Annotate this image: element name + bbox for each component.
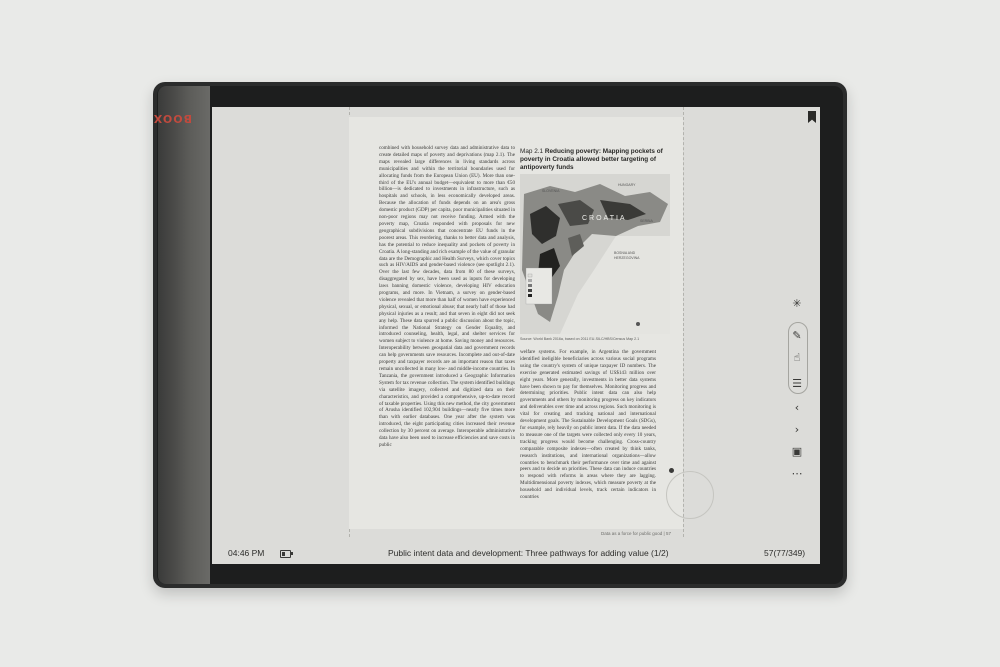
navigation-ball[interactable] — [666, 471, 714, 519]
chapter-title[interactable]: Public intent data and development: Three pathways for adding value (1/2) — [388, 548, 669, 558]
bookmark-icon[interactable] — [808, 111, 816, 123]
hand-icon[interactable]: ☝ — [793, 350, 801, 364]
right-text-column: welfare systems. For example, in Argentina the government identified ineligible beneficiaries across various social programs using the country's system of unique taxpayer ID numbers. The exercise generated estimated savings of US$143 million over eight years. More generally, investments in better data systems have been shown to pay for themselves. Monitoring progress and determining priorities. Public intent data can also help governments and others by monitoring progress on key indicators and deliverables over time and across regions. Such monitoring is vital for creating and tracking national and international development goals. The Sustainable Development Goals (SDGs), for example, rely heavily on public intent data. If the data needed to measure one of the targets were collected only every 10 years, tracking progress would become challenging. Cross-country comparable composite indexes—often created by think tanks, research institutions, and international organizations—allow countries to benchmark their performance over time and against peers and to decide on priorities. These data can induce countries to respond with reforms in areas where they are lagging. Multidimensional poverty indexes, which measure poverty at the household and individual levels, track certain indicators in countries — [520, 349, 656, 501]
screen-icon[interactable]: ▣ — [791, 444, 803, 458]
spin-icon[interactable]: ✳ — [792, 296, 802, 310]
more-icon[interactable]: ⋯ — [791, 466, 803, 480]
book-page[interactable] — [349, 117, 683, 536]
previous-icon[interactable]: ‹ — [794, 400, 800, 414]
e-ink-screen — [212, 107, 820, 564]
clock: 04:46 PM — [228, 548, 265, 558]
battery-icon — [280, 550, 291, 558]
brand-logo: BOOX — [152, 112, 192, 125]
svg-text:HERZEGOVINA: HERZEGOVINA — [614, 256, 640, 260]
svg-text:HUNGARY: HUNGARY — [618, 183, 636, 187]
svg-text:SLOVENIA: SLOVENIA — [542, 189, 560, 193]
map-number: Map 2.1 — [520, 148, 544, 155]
device-grip — [152, 86, 210, 584]
pen-icon[interactable]: ✎ — [792, 328, 802, 342]
page-counter[interactable]: 57(77/349) — [764, 548, 806, 558]
svg-text:CROATIA: CROATIA — [582, 215, 627, 222]
map-title — [520, 148, 680, 172]
page-footer: Data as a force for public good | 57 — [601, 531, 671, 536]
croatia-poverty-map — [520, 174, 670, 334]
next-icon[interactable]: › — [794, 422, 800, 436]
menu-icon[interactable]: ☰ — [792, 376, 802, 390]
map-title-text: Reducing poverty: Mapping pockets of poverty in Croatia allowed better targeting of antipoverty funds — [520, 148, 663, 171]
map-image — [520, 174, 670, 334]
left-text-column: combined with household survey data and administrative data to create detailed maps of poverty and deprivations (map 2.1). The maps revealed large differences in living standards across municipalities and within the territorial boundaries used for allocating funds from the European Union (EU). More than one-third of the EU's annual budget—equivalent to more than €50 billion—is dedicated to investments in infrastructure, such as hospitals and schools, in less economically developed areas. Because the allocation of funds depends on an area's gross domestic product (GDP) per capita, poor municipalities situated in non-poor regions may not receive funding. Armed with the poverty map, Croatia responded with proposals for new geographical subdivisions that concentrate EU funds in the poorest areas. This reordering, thanks to better data and analysis, has the potential to reduce inequality and pockets of poverty in Croatia. A long-standing and rich example of the value of granular data are the Demographic and Health Surveys, which cover topics such as HIV/AIDS and gender-based violence (see spotlight 2.1). Over the last few decades, data from 80 of these surveys, disaggregated by sex, have been used as inputs for developing laws banning domestic violence, developing HIV education programs, and more. In Vietnam, a survey on gender-based violence revealed that more than half of women have experienced physical, sexual, or emotional abuse; that nearly half of those had physical injuries as a result; and that seven in eight did not seek any help. These data spurred a public discussion about the topic, informed the National Strategy on Gender Equality, and introduced counseling, health, legal, and shelter services for women subject to violence at home. Saving money and resources. Interoperability between geospatial data and government records can help governments save resources. Incomplete and out-of-date property and taxpayer records are an important reason that taxes remain uncollected in many low- and middle-income countries. In Tanzania, the government introduced a Geographic Information System for tax revenue collection. The system identified buildings via satellite imagery, collected and digitized data on their characteristics, and provided a comprehensive, up-to-date record of taxable properties. Using this new method, the city government of Arusha identified 102,904 buildings—nearly five times more than with earlier databases. One year after the system was introduced, the eight participating cities increased their revenue collection by 30 percent on average. Interoperable administrative data have also been used to increase efficiencies and save costs in public — [379, 145, 515, 448]
svg-text:BOSNIA AND: BOSNIA AND — [614, 251, 636, 255]
page-dot-indicator — [669, 468, 674, 473]
map-source: Source: World Bank 2016a, based on 2011 EU-SILC/HBS/Census Map 2.1 — [520, 337, 640, 341]
svg-text:SERBIA: SERBIA — [640, 219, 653, 223]
